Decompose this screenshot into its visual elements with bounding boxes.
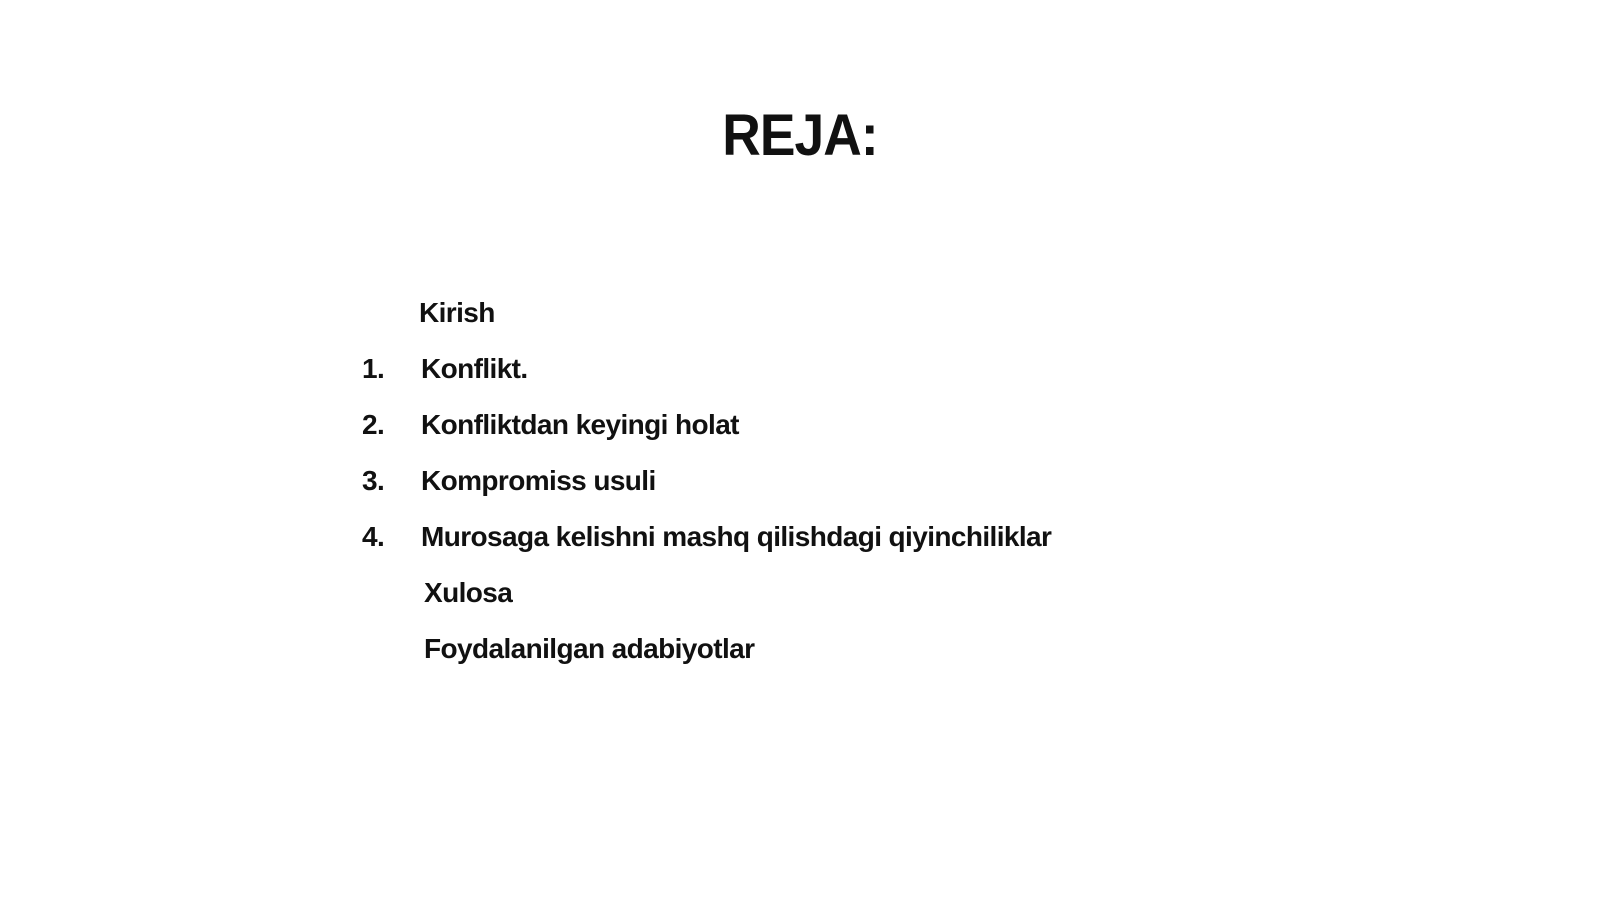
plan-item-number: 3.: [362, 465, 385, 496]
plan-item-text: Murosaga kelishni mashq qilishdagi qiyinchiliklar: [421, 521, 1052, 552]
plan-item-text: Xulosa: [424, 577, 513, 608]
plan-item-number: 1.: [362, 353, 385, 384]
plan-item-text: Foydalanilgan adabiyotlar: [424, 633, 755, 664]
plan-item-text: Konfliktdan keyingi holat: [421, 409, 739, 440]
slide-title: REJA:: [722, 103, 878, 168]
plan-item-text: Konflikt.: [421, 353, 528, 384]
plan-item-text: Kirish: [419, 297, 495, 328]
plan-item-text: Kompromiss usuli: [421, 465, 656, 496]
plan-item-number: 4.: [362, 521, 385, 552]
plan-item-number: 2.: [362, 409, 385, 440]
